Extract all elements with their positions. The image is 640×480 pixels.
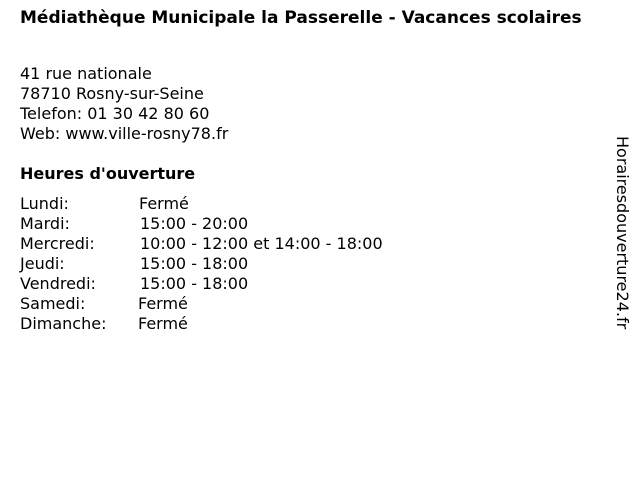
opening-hours-heading: Heures d'ouverture [20, 164, 196, 183]
time-value: 15:00 - 20:00 [140, 214, 249, 233]
day-label: Samedi: [20, 294, 86, 313]
website: Web: www.ville-rosny78.fr [20, 124, 229, 143]
time-value: 15:00 - 18:00 [140, 274, 249, 293]
day-label: Mercredi: [20, 234, 95, 253]
hours-row-mercredi [20, 234, 383, 254]
hours-row-lundi [20, 194, 383, 214]
opening-hours-table [20, 194, 383, 334]
time-value: Fermé [138, 314, 188, 333]
time-value: Fermé [139, 194, 189, 213]
site-watermark: Horairesdouverture24.fr [613, 136, 632, 330]
time-value: 15:00 - 18:00 [140, 254, 249, 273]
day-label: Dimanche: [20, 314, 107, 333]
time-value: Fermé [138, 294, 188, 313]
day-label: Vendredi: [20, 274, 96, 293]
city-postcode: 78710 Rosny-sur-Seine [20, 84, 204, 103]
day-label: Jeudi: [20, 254, 65, 273]
street-address: 41 rue nationale [20, 64, 152, 83]
time-value: 10:00 - 12:00 et 14:00 - 18:00 [140, 234, 383, 253]
address-block [20, 64, 228, 144]
hours-row-jeudi [20, 254, 383, 274]
day-label: Mardi: [20, 214, 70, 233]
hours-row-mardi [20, 214, 383, 234]
page-title: Médiathèque Municipale la Passerelle - Vacances scolaires [20, 8, 582, 28]
hours-row-vendredi [20, 274, 383, 294]
phone-number: Telefon: 01 30 42 80 60 [20, 104, 210, 123]
hours-row-dimanche [20, 314, 383, 334]
day-label: Lundi: [20, 194, 69, 213]
hours-row-samedi [20, 294, 383, 314]
